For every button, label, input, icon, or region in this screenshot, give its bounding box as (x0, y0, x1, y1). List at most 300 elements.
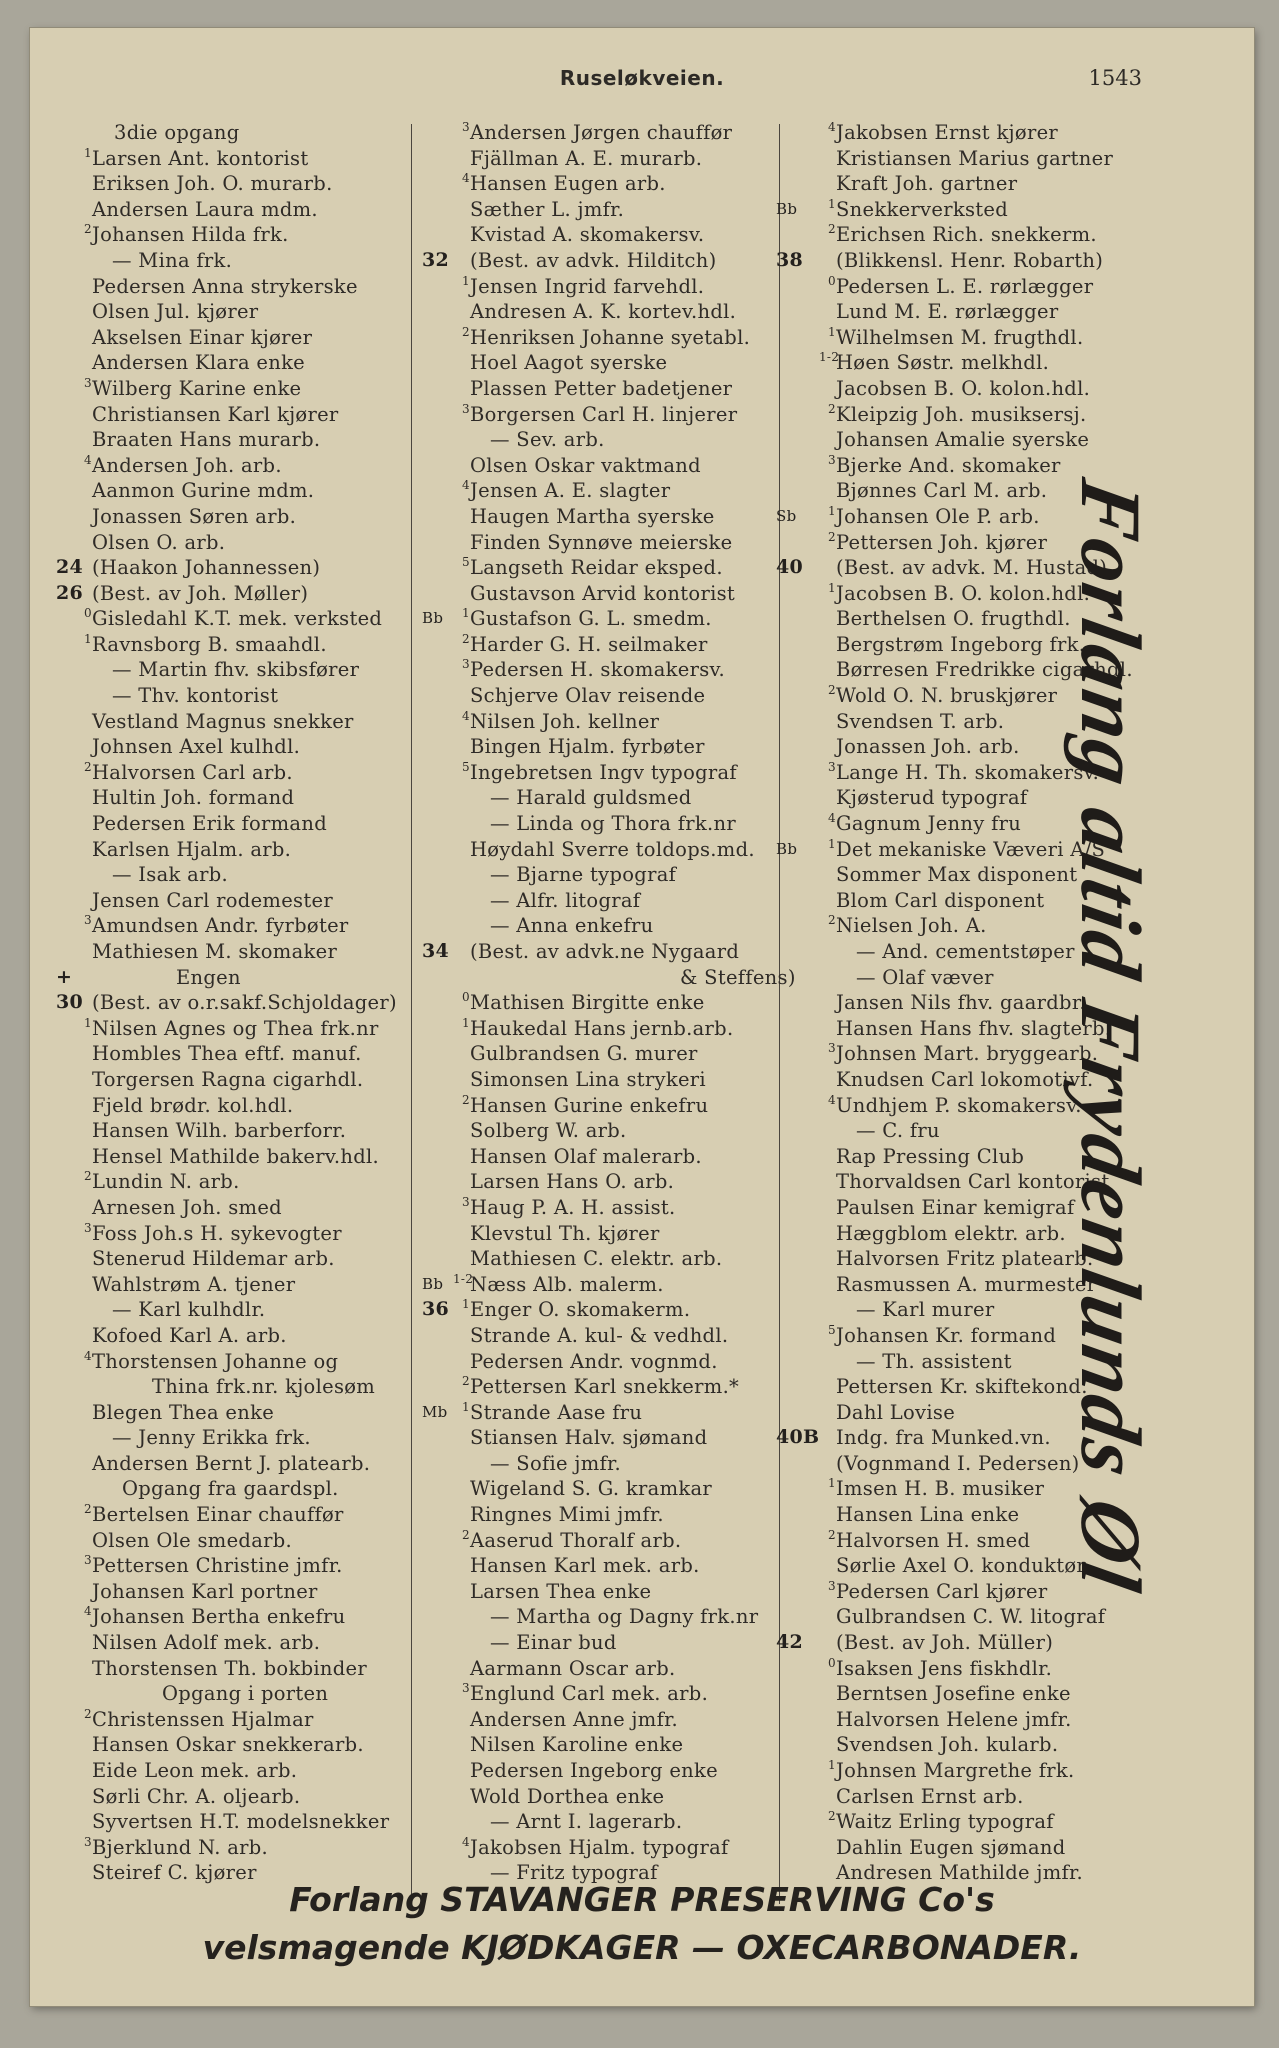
resident-text: Lange H. Th. skomakersv. (836, 760, 1100, 784)
resident-text: Snekkerverksted (836, 197, 1009, 221)
directory-entry (56, 1579, 441, 1605)
house-number: 26 (56, 581, 84, 604)
resident-text: Bingen Hjalm. fyrbøter (470, 735, 705, 759)
resident-text: Rasmussen A. murmester (836, 1272, 1097, 1296)
resident-text: — Olaf væver (856, 965, 994, 989)
resident-text: Hombles Thea eftf. manuf. (92, 1042, 362, 1066)
directory-entry (56, 478, 441, 504)
floor-marker: 3 (462, 1194, 470, 1209)
floor-marker: 4 (462, 478, 470, 493)
resident-text: Thorstensen Johanne og (92, 1349, 339, 1373)
resident-text: Andersen Anne jmfr. (470, 1707, 679, 1731)
resident-text: 3die opgang (114, 121, 240, 144)
resident-text: Jacobsen B. O. kolon.hdl. (836, 376, 1091, 400)
directory-entry (56, 222, 441, 248)
directory-entry (422, 1732, 800, 1758)
floor-marker: 4 (828, 1092, 836, 1107)
directory-entry (56, 146, 441, 172)
directory-entry (422, 1758, 800, 1784)
directory-entry (56, 325, 441, 351)
resident-text: Mathiesen C. elektr. arb. (470, 1247, 723, 1271)
directory-entry (422, 811, 800, 837)
directory-entry (422, 1093, 800, 1119)
resident-text: Bjerklund N. arb. (92, 1835, 269, 1859)
directory-entry (422, 171, 800, 197)
resident-text: Bjønnes Carl M. arb. (836, 479, 1048, 503)
floor-marker: 3 (84, 375, 92, 390)
resident-text: Solberg W. arb. (470, 1119, 627, 1143)
resident-text: Jansen Nils fhv. gaardbr. (836, 991, 1086, 1015)
floor-marker: 3 (84, 1553, 92, 1568)
directory-entry (776, 1758, 1176, 1784)
directory-entry (422, 1323, 800, 1349)
resident-text: Wahlstrøm A. tjener (92, 1272, 296, 1296)
resident-text: Gulbrandsen C. W. litograf (836, 1605, 1106, 1629)
resident-text: Lundin N. arb. (92, 1170, 240, 1194)
floor-marker: 3 (828, 1578, 836, 1593)
resident-text: Blom Carl disponent (836, 888, 1045, 912)
resident-text: Bjerke And. skomaker (836, 453, 1061, 477)
directory-entry (56, 1067, 441, 1093)
resident-text: Torgersen Ragna cigarhdl. (92, 1067, 364, 1091)
resident-text: Kleipzig Joh. musiksersj. (836, 402, 1087, 426)
directory-entry (422, 939, 800, 965)
directory-entry (56, 1809, 441, 1835)
floor-marker: 3 (462, 120, 470, 134)
resident-text: Jonassen Søren arb. (92, 504, 297, 528)
resident-text: Johansen Kr. formand (836, 1323, 1057, 1347)
resident-text: Vestland Magnus snekker (92, 709, 354, 733)
house-number: 40 (776, 556, 804, 579)
resident-text: (Best. av advk. M. Hustad) (836, 556, 1108, 580)
floor-marker: 4 (828, 120, 836, 134)
directory-entry (56, 965, 441, 991)
house-number: 32 (422, 248, 450, 271)
resident-text: Olsen Jul. kjører (92, 300, 259, 324)
directory-entry (422, 888, 800, 914)
directory-entry (56, 1118, 441, 1144)
directory-entry (422, 248, 800, 274)
resident-text: Halvorsen Carl arb. (92, 760, 293, 784)
directory-entry (422, 1553, 800, 1579)
floor-marker: 4 (828, 811, 836, 826)
resident-text: Olsen Ole smedarb. (92, 1528, 293, 1552)
directory-entry (56, 1016, 441, 1042)
directory-entry (56, 299, 441, 325)
resident-text: Harder G. H. seilmaker (470, 632, 708, 656)
directory-entry (56, 530, 441, 556)
floor-marker: 0 (828, 1655, 836, 1670)
directory-entry (776, 1681, 1176, 1707)
directory-entry (422, 1400, 800, 1426)
directory-entry (422, 1809, 800, 1835)
resident-text: Braaten Hans murarb. (92, 428, 321, 452)
directory-entry (776, 299, 1176, 325)
directory-entry (422, 222, 800, 248)
resident-text: Hansen Olaf malerarb. (470, 1144, 702, 1168)
directory-entry (56, 427, 441, 453)
directory-entry (776, 350, 1176, 376)
directory-entry (56, 913, 441, 939)
resident-text: Bergstrøm Ingeborg frk. (836, 632, 1086, 656)
floor-marker: 3 (462, 1681, 470, 1696)
directory-entry (422, 1656, 800, 1682)
resident-text: Steiref C. kjører (92, 1861, 257, 1885)
directory-entry (422, 632, 800, 658)
directory-entry (56, 1169, 441, 1195)
resident-text: Finden Synnøve meierske (470, 530, 733, 554)
resident-text: Pedersen Anna strykerske (92, 274, 358, 298)
directory-entry (56, 504, 441, 530)
resident-text: Halvorsen Fritz platearb. (836, 1247, 1094, 1271)
resident-text: Aanmon Gurine mdm. (92, 479, 315, 503)
bottom-advertisement-line-1: Forlang STAVANGER PRESERVING Co's (289, 1880, 995, 1919)
directory-entry (56, 734, 441, 760)
resident-text: Jensen Ingrid farvehdl. (470, 274, 705, 298)
resident-text: — Jenny Erikka frk. (112, 1426, 311, 1450)
floor-marker: 2 (84, 1706, 92, 1721)
floor-marker: 3 (828, 759, 836, 774)
resident-text: Knudsen Carl lokomotivf. (836, 1067, 1094, 1091)
directory-entry (56, 1502, 441, 1528)
resident-text: Strande Aase fru (470, 1400, 643, 1424)
floor-marker: 2 (828, 683, 836, 698)
directory-entry (56, 1630, 441, 1656)
resident-text: Larsen Hans O. arb. (470, 1170, 675, 1194)
resident-text: Wold O. N. bruskjører (836, 684, 1058, 708)
floor-marker: 1 (84, 631, 92, 646)
resident-text: Wilberg Karine enke (92, 376, 302, 400)
resident-text: Mathiesen M. skomaker (92, 940, 338, 963)
resident-text: Enger O. skomakerm. (470, 1298, 691, 1322)
resident-text: Pedersen Andr. vognmd. (470, 1349, 718, 1373)
resident-text: Eriksen Joh. O. murarb. (92, 172, 333, 196)
directory-entry (422, 1502, 800, 1528)
resident-text: Undhjem P. skomakersv. (836, 1093, 1082, 1117)
resident-text: — Mina frk. (112, 248, 233, 272)
directory-entry (422, 1221, 800, 1247)
resident-text: Schjerve Olav reisende (470, 684, 706, 708)
side-advertisement: Forlang altid Frydenlunds Øl (1063, 472, 1159, 1600)
resident-text: Carlsen Ernst arb. (836, 1784, 1024, 1808)
floor-marker: 3 (828, 1041, 836, 1056)
directory-entry (56, 1732, 441, 1758)
house-number: 38 (776, 248, 804, 271)
house-number: Bb (776, 839, 798, 858)
resident-text: Hansen Oskar snekkerarb. (92, 1733, 364, 1757)
resident-text: Pettersen Kr. skiftekond. (836, 1375, 1088, 1399)
floor-marker: 1 (84, 145, 92, 160)
directory-entry (776, 1732, 1176, 1758)
directory-entry (422, 1707, 800, 1733)
resident-text: — Anna enkefru (490, 914, 654, 938)
resident-text: — Fritz typograf (490, 1861, 658, 1885)
resident-text: — Sev. arb. (490, 428, 605, 452)
directory-entry (422, 1604, 800, 1630)
resident-text: Haugen Martha syerske (470, 504, 715, 528)
house-number: Mb (422, 1402, 448, 1421)
resident-text: Berthelsen O. frugthdl. (836, 607, 1071, 631)
directory-entry (422, 1374, 800, 1400)
floor-marker: 1 (84, 1015, 92, 1030)
resident-text: Fjeld brødr. kol.hdl. (92, 1093, 294, 1117)
floor-marker: 3 (84, 913, 92, 928)
resident-text: Johansen Hilda frk. (92, 223, 289, 247)
resident-text: Gulbrandsen G. murer (470, 1042, 698, 1066)
resident-text: Hansen Wilh. barberforr. (92, 1119, 347, 1143)
directory-entry (422, 1246, 800, 1272)
directory-entry (776, 1784, 1176, 1810)
resident-text: Aaserud Thoralf arb. (470, 1528, 682, 1552)
resident-text: Nilsen Joh. kellner (470, 709, 660, 733)
resident-text: Thina frk.nr. kjolesøm (152, 1375, 376, 1399)
floor-marker: 2 (462, 1527, 470, 1542)
bottom-advertisement-line-2: velsmagende KJØDKAGER — OXECARBONADER. (202, 1928, 1082, 1967)
directory-entry (422, 606, 800, 632)
resident-text: (Haakon Johannessen) (92, 556, 321, 580)
resident-text: Pettersen Joh. kjører (836, 530, 1048, 554)
directory-entry (422, 965, 800, 991)
resident-text: Bertelsen Einar chauffør (92, 1503, 344, 1527)
resident-text: — Karl kulhdlr. (112, 1298, 266, 1322)
directory-entry (56, 1400, 441, 1426)
floor-marker: 3 (828, 452, 836, 467)
directory-entry (776, 248, 1176, 274)
resident-text: Sørlie Axel O. konduktør (836, 1554, 1086, 1578)
resident-text: Jacobsen B. O. kolon.hdl. (836, 581, 1091, 605)
floor-marker: 2 (84, 1502, 92, 1517)
resident-text: Sommer Max disponent (836, 863, 1078, 887)
resident-text: Arnesen Joh. smed (92, 1195, 282, 1219)
page-number: 1543 (1088, 66, 1142, 90)
floor-marker: 2 (84, 759, 92, 774)
resident-text: Gisledahl K.T. mek. verksted (92, 607, 383, 631)
directory-entry (422, 862, 800, 888)
resident-text: Jakobsen Hjalm. typograf (470, 1835, 729, 1859)
resident-text: Hoel Aagot syerske (470, 351, 668, 375)
floor-marker: 2 (828, 1527, 836, 1542)
resident-text: Berntsen Josefine enke (836, 1682, 1071, 1706)
directory-entry (56, 709, 441, 735)
directory-entry (422, 1144, 800, 1170)
resident-text: Hensel Mathilde bakerv.hdl. (92, 1144, 380, 1168)
directory-entry (776, 1656, 1176, 1682)
directory-entry (422, 1630, 800, 1656)
directory-entry (422, 1579, 800, 1605)
directory-entry (776, 1707, 1176, 1733)
directory-entry (422, 760, 800, 786)
floor-marker: 2 (828, 529, 836, 544)
floor-marker: 1 (828, 1476, 836, 1491)
resident-text: Det mekaniske Væveri A/S (836, 837, 1106, 861)
directory-entry (56, 1144, 441, 1170)
directory-entry (56, 1221, 441, 1247)
floor-marker: 2 (462, 324, 470, 339)
resident-text: Engen (176, 965, 241, 989)
resident-text: Opgang fra gaardspl. (122, 1477, 339, 1501)
directory-entry (56, 1681, 441, 1707)
directory-entry (422, 1349, 800, 1375)
floor-marker: 3 (84, 1834, 92, 1849)
resident-text: Ringnes Mimi jmfr. (470, 1503, 664, 1527)
floor-marker: 1 (828, 324, 836, 339)
resident-text: Akselsen Einar kjører (92, 325, 313, 349)
house-number: 24 (56, 556, 84, 579)
directory-entry (776, 402, 1176, 428)
floor-marker: 0 (84, 606, 92, 621)
resident-text: Hansen Karl mek. arb. (470, 1554, 700, 1578)
floor-marker: 2 (828, 1809, 836, 1824)
resident-text: Mathisen Birgitte enke (470, 991, 705, 1015)
directory-entry (56, 1297, 441, 1323)
floor-marker: 1 (828, 836, 836, 851)
floor-marker: 1 (462, 606, 470, 621)
floor-marker: 4 (462, 708, 470, 723)
directory-entry (422, 683, 800, 709)
resident-text: Gagnum Jenny fru (836, 812, 1022, 836)
directory-entry (56, 402, 441, 428)
resident-text: Kvistad A. skomakersv. (470, 223, 705, 247)
floor-marker: 1 (828, 503, 836, 518)
directory-entry (422, 913, 800, 939)
resident-text: Wilhelmsen M. frugthdl. (836, 325, 1084, 349)
house-number: 30 (56, 991, 84, 1014)
resident-text: Svendsen Joh. kularb. (836, 1733, 1059, 1757)
floor-marker: 2 (462, 1374, 470, 1389)
resident-text: Nilsen Adolf mek. arb. (92, 1631, 321, 1655)
resident-text: Halvorsen Helene jmfr. (836, 1707, 1072, 1731)
floor-marker: 1 (462, 1297, 470, 1312)
resident-text: Eide Leon mek. arb. (92, 1759, 298, 1782)
house-number: Bb (422, 609, 444, 628)
resident-text: Dahl Lovise (836, 1400, 956, 1424)
directory-entry (56, 120, 441, 146)
directory-entry (422, 1425, 800, 1451)
resident-text: Hultin Joh. formand (92, 786, 295, 810)
resident-text: Pedersen Ingeborg enke (470, 1759, 718, 1782)
directory-entry (776, 146, 1176, 172)
directory-entry (422, 657, 800, 683)
resident-text: Hansen Lina enke (836, 1503, 1020, 1527)
resident-text: Hansen Hans fhv. slagterb. (836, 1016, 1112, 1040)
directory-column-1 (56, 120, 444, 1886)
floor-marker: 5 (828, 1322, 836, 1337)
resident-text: Karlsen Hjalm. arb. (92, 837, 292, 861)
directory-entry (422, 1297, 800, 1323)
resident-text: Hansen Eugen arb. (470, 172, 666, 196)
directory-entry (56, 632, 441, 658)
directory-entry (422, 1784, 800, 1810)
directory-entry (422, 350, 800, 376)
directory-entry (776, 1835, 1176, 1861)
directory-entry (776, 222, 1176, 248)
resident-text: — Einar bud (490, 1631, 617, 1655)
directory-entry (422, 1681, 800, 1707)
directory-entry (422, 1067, 800, 1093)
resident-text: Englund Carl mek. arb. (470, 1682, 709, 1706)
resident-text: Christiansen Karl kjører (92, 402, 339, 426)
directory-column-2 (422, 120, 800, 1886)
resident-text: Olsen Oskar vaktmand (470, 453, 701, 477)
directory-entry (422, 990, 800, 1016)
resident-text: Isaksen Jens fiskhdlr. (836, 1656, 1053, 1680)
directory-entry (56, 1528, 441, 1554)
resident-text: Næss Alb. malerm. (470, 1272, 664, 1296)
floor-marker: 3 (84, 1220, 92, 1235)
resident-text: Andersen Joh. arb. (92, 453, 282, 477)
resident-text: Andresen A. K. kortev.hdl. (470, 300, 737, 324)
directory-entry (56, 1323, 441, 1349)
resident-text: & Steffens) (680, 965, 796, 989)
directory-entry (422, 427, 800, 453)
directory-entry (56, 376, 441, 402)
directory-entry (56, 1093, 441, 1119)
directory-entry (422, 1835, 800, 1861)
street-title: Ruseløkveien. (559, 66, 725, 90)
directory-entry (56, 1604, 441, 1630)
resident-text: Andresen Mathilde jmfr. (836, 1861, 1084, 1885)
directory-entry (422, 120, 800, 146)
resident-text: Jensen Carl rodemester (92, 888, 333, 912)
resident-text: Sørli Chr. A. oljearb. (92, 1784, 301, 1808)
directory-entry (56, 1553, 441, 1579)
directory-entry (422, 1169, 800, 1195)
floor-marker: 2 (84, 222, 92, 237)
directory-entry (422, 146, 800, 172)
resident-text: Nilsen Agnes og Thea frk.nr (92, 1016, 379, 1040)
resident-text: — Th. assistent (856, 1349, 1012, 1373)
directory-entry (422, 581, 800, 607)
floor-marker: 0 (828, 273, 836, 288)
resident-text: Halvorsen H. smed (836, 1528, 1031, 1552)
resident-text: Thorstensen Th. bokbinder (92, 1656, 367, 1680)
directory-entry (56, 274, 441, 300)
directory-entry (56, 990, 441, 1016)
resident-text: — Karl murer (856, 1298, 995, 1322)
floor-marker: 1 (462, 1015, 470, 1030)
directory-entry (56, 1476, 441, 1502)
directory-entry (422, 1016, 800, 1042)
resident-text: Rap Pressing Club (836, 1144, 1025, 1168)
directory-entry (776, 1630, 1176, 1656)
directory-entry (776, 1809, 1176, 1835)
directory-entry (56, 1246, 441, 1272)
resident-text: (Best. av Joh. Møller) (92, 581, 309, 605)
directory-entry (56, 350, 441, 376)
resident-text: Pedersen Erik formand (92, 812, 327, 836)
resident-text: — Arnt I. lagerarb. (490, 1810, 683, 1834)
floor-marker: 1-2 (819, 350, 840, 365)
directory-entry (56, 862, 441, 888)
resident-text: — Martha og Dagny frk.nr (490, 1605, 759, 1629)
directory-entry (56, 1272, 444, 1298)
resident-text: — Isak arb. (112, 863, 228, 887)
directory-entry (422, 837, 800, 863)
resident-text: Larsen Thea enke (470, 1579, 652, 1603)
resident-text: Kofoed Karl A. arb. (92, 1323, 287, 1347)
resident-text: Kristiansen Marius gartner (836, 146, 1114, 170)
directory-entry (56, 1451, 441, 1477)
resident-text: (Best. av advk. Hilditch) (470, 248, 717, 272)
directory-entry (422, 709, 800, 735)
resident-text: Strande A. kul- & vedhdl. (470, 1323, 729, 1347)
directory-entry (56, 248, 441, 274)
directory-entry (56, 1425, 441, 1451)
directory-entry (56, 171, 441, 197)
floor-marker: 2 (828, 913, 836, 928)
directory-entry (422, 325, 800, 351)
resident-text: (Best. av o.r.sakf.Schjoldager) (92, 991, 397, 1015)
